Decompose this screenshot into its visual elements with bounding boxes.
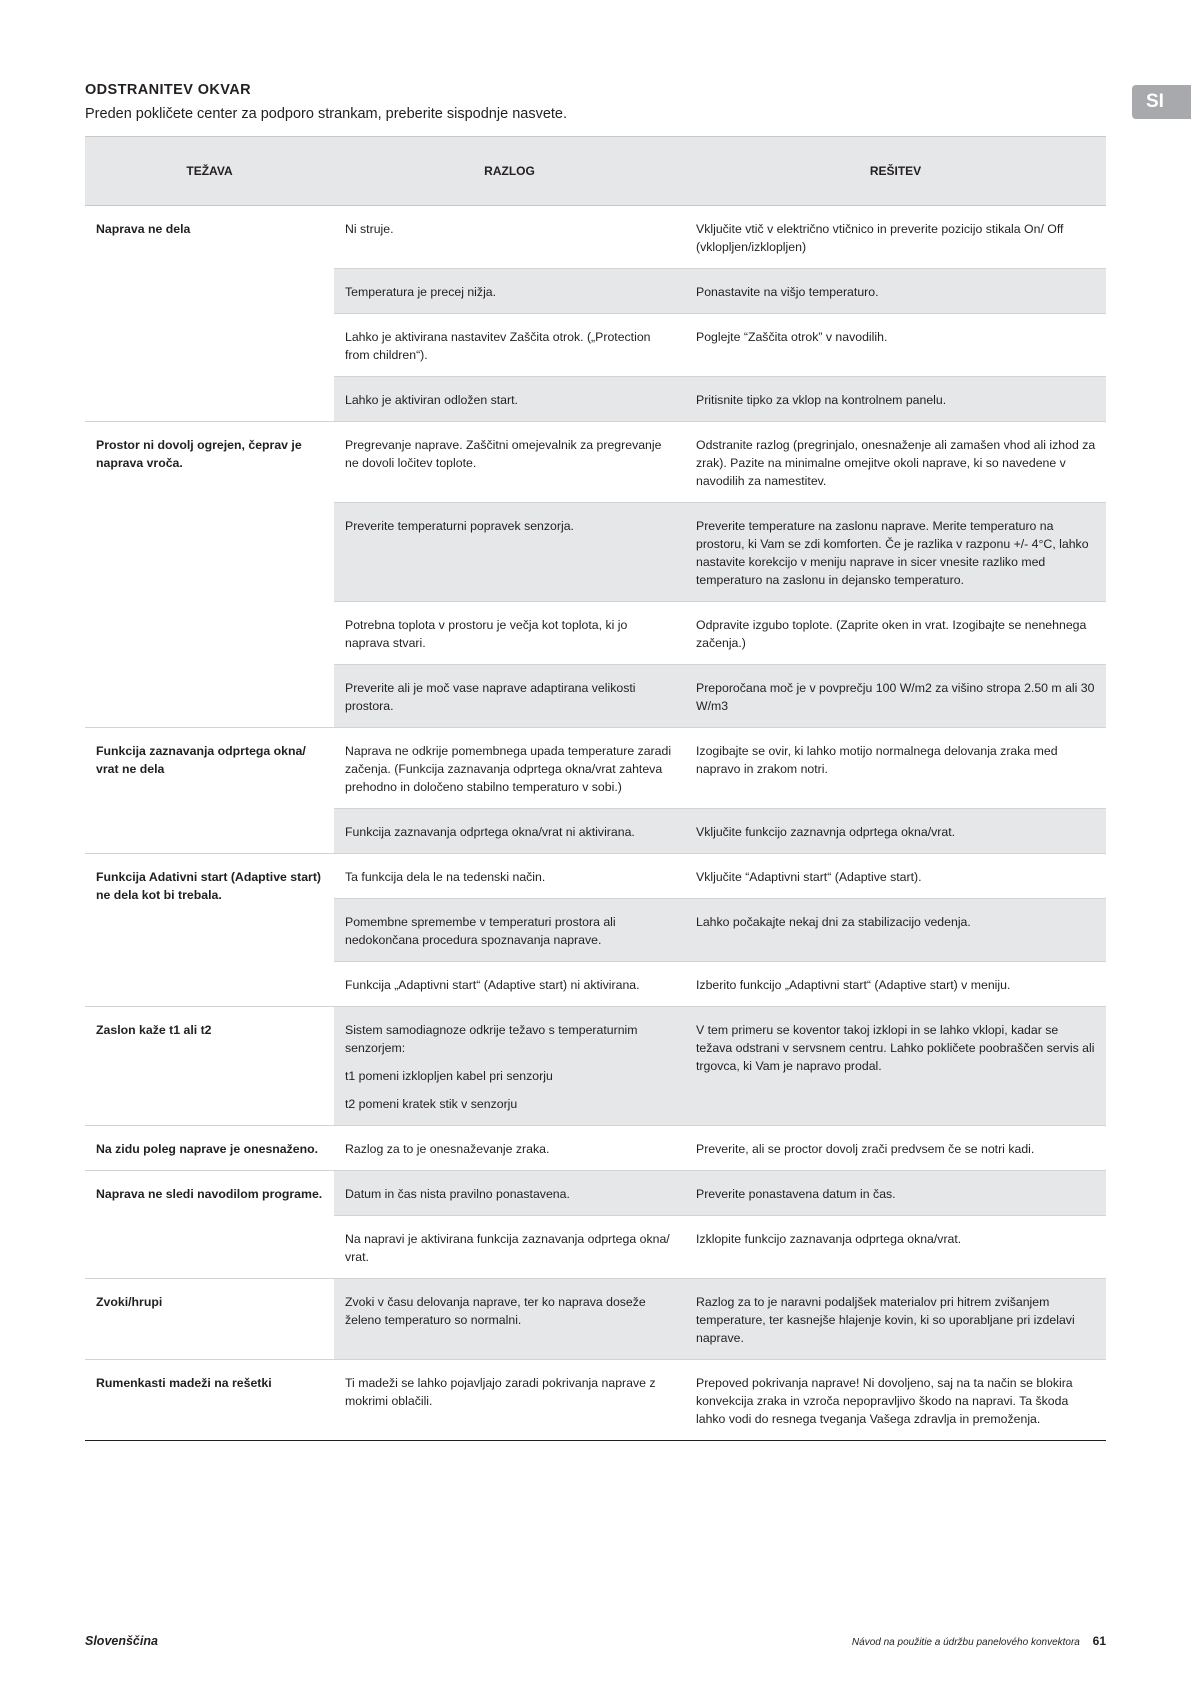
problem-cell: Na zidu poleg naprave je onesnaženo.: [85, 1126, 334, 1171]
table-row: [85, 1126, 1106, 1171]
cause-cell: [334, 1007, 685, 1126]
table-row: [85, 1171, 1106, 1216]
cause-cell: Funkcija zaznavanja odprtega okna/vrat ni aktivirana.: [334, 809, 685, 854]
problem-cell: Prostor ni dovolj ogrejen, čeprav je naprava vroča.: [85, 422, 334, 728]
solution-cell: Preporočana moč je v povprečju 100 W/m2 za višino stropa 2.50 m ali 30 W/m3: [685, 665, 1106, 728]
cause-cell: Datum in čas nista pravilno ponastavena.: [334, 1171, 685, 1216]
cause-cell: Na napravi je aktivirana funkcija zaznavanja odprtega okna/ vrat.: [334, 1216, 685, 1279]
footer-manual-title: [852, 1634, 1106, 1648]
cause-note: t1 pomeni izklopljen kabel pri senzorju: [345, 1069, 553, 1083]
cause-cell: Ta funkcija dela le na tedenski način.: [334, 854, 685, 899]
table-row: [85, 1279, 1106, 1360]
solution-cell: V tem primeru se koventor takoj izklopi in se lahko vklopi, kadar se težava odstrani v servsnem centru. Lahko pokličete poobraščen servis ali trgovca, ki Vam je napravo prodal.: [685, 1007, 1106, 1126]
cause-cell: Zvoki v času delovanja naprave, ter ko naprava doseže želeno temperaturo so normalni.: [334, 1279, 685, 1360]
table-header-row: [85, 137, 1106, 206]
footer-language: Slovenščina: [85, 1634, 158, 1648]
troubleshooting-table: [85, 136, 1106, 1441]
solution-cell: Ponastavite na višjo temperaturo.: [685, 269, 1106, 314]
solution-cell: Pritisnite tipko za vklop na kontrolnem panelu.: [685, 377, 1106, 422]
problem-cell: Naprava ne dela: [85, 206, 334, 422]
problem-cell: Funkcija zaznavanja odprtega okna/ vrat ne dela: [85, 728, 334, 854]
column-header-cause: RAZLOG: [334, 137, 685, 206]
problem-cell: Zvoki/hrupi: [85, 1279, 334, 1360]
solution-cell: Izogibajte se ovir, ki lahko motijo normalnega delovanja zraka med napravo in zrakom notri.: [685, 728, 1106, 809]
page-number: 61: [1092, 1634, 1106, 1648]
table-row: [85, 1360, 1106, 1441]
solution-cell: Preverite, ali se proctor dovolj zrači predvsem če se notri kadi.: [685, 1126, 1106, 1171]
footer-title-text: Návod na použitie a údržbu panelového konvektora: [851, 1637, 1080, 1648]
solution-cell: Lahko počakajte nekaj dni za stabilizacijo vedenja.: [685, 899, 1106, 962]
solution-cell: Vključite vtič v električno vtičnico in preverite pozicijo stikala On/ Off (vklopljen/izklopljen): [685, 206, 1106, 269]
language-tab: SI: [1132, 85, 1191, 119]
solution-cell: Razlog za to je naravni podaljšek materialov pri hitrem zvišanjem temperature, ter kasnejše hlajenje kovin, ki so uporabljane pri izdelavi naprave.: [685, 1279, 1106, 1360]
solution-cell: Preverite temperature na zaslonu naprave. Merite temperaturo na prostoru, ki Vam se zdi komforten. Če je razlika v razponu +/- 4°C, lahko nastavite korekcijo v meniju naprave in sicer vnesite razliko med temperaturo na zaslonu in dejansko temperaturo.: [685, 503, 1106, 602]
table-row: [85, 206, 1106, 269]
solution-cell: Izberito funkcijo „Adaptivni start“ (Adaptive start) v meniju.: [685, 962, 1106, 1007]
cause-cell: Pregrevanje naprave. Zaščitni omejevalnik za pregrevanje ne dovoli ločitev toplote.: [334, 422, 685, 503]
cause-cell: Razlog za to je onesnaževanje zraka.: [334, 1126, 685, 1171]
solution-cell: Odstranite razlog (pregrinjalo, onesnaženje ali zamašen vhod ali izhod za zrak). Pazite na minimalne omejitve okoli naprave, ki so navedene v navodilih za namestitev.: [685, 422, 1106, 503]
table-row: [85, 1007, 1106, 1126]
cause-cell: Lahko je aktivirana nastavitev Zaščita otrok. („Protection from children“).: [334, 314, 685, 377]
solution-cell: Odpravite izgubo toplote. (Zaprite oken in vrat. Izogibajte se nenehnega začenja.): [685, 602, 1106, 665]
solution-cell: Preverite ponastavena datum in čas.: [685, 1171, 1106, 1216]
cause-cell: Ni struje.: [334, 206, 685, 269]
cause-cell: Potrebna toplota v prostoru je večja kot toplota, ki jo naprava stvari.: [334, 602, 685, 665]
solution-cell: Izklopite funkcijo zaznavanja odprtega okna/vrat.: [685, 1216, 1106, 1279]
cause-cell: Funkcija „Adaptivni start“ (Adaptive start) ni aktivirana.: [334, 962, 685, 1007]
table-row: [85, 422, 1106, 503]
cause-cell: Naprava ne odkrije pomembnega upada temperature zaradi začenja. (Funkcija zaznavanja odprtega okna/vrat zahteva prehodno in določeno stabilno temperaturo v sobi.): [334, 728, 685, 809]
cause-cell: Preverite temperaturni popravek senzorja.: [334, 503, 685, 602]
problem-cell: Rumenkasti madeži na rešetki: [85, 1360, 334, 1441]
cause-text: Sistem samodiagnoze odkrije težavo s temperaturnim senzorjem:: [345, 1023, 638, 1055]
cause-note: t2 pomeni kratek stik v senzorju: [345, 1097, 518, 1111]
problem-cell: Zaslon kaže t1 ali t2: [85, 1007, 334, 1126]
section-heading: ODSTRANITEV OKVAR: [85, 82, 252, 98]
problem-cell: Funkcija Adativni start (Adaptive start) ne dela kot bi trebala.: [85, 854, 334, 1007]
solution-cell: Vključite “Adaptivni start“ (Adaptive start).: [685, 854, 1106, 899]
cause-cell: Preverite ali je moč vase naprave adaptirana velikosti prostora.: [334, 665, 685, 728]
intro-text: Preden pokličete center za podporo strankam, preberite sispodnje nasvete.: [85, 106, 568, 122]
table-row: [85, 728, 1106, 809]
solution-cell: Prepoved pokrivanja naprave! Ni dovoljeno, saj na ta način se blokira konvekcija zraka in vzroča nepopravljivo škodo na napravi. Ta škoda lahko vodi do resnega tveganja Vašega zdravlja in premoženja.: [685, 1360, 1106, 1441]
cause-cell: Pomembne spremembe v temperaturi prostora ali nedokončana procedura spoznavanja naprave.: [334, 899, 685, 962]
solution-cell: Poglejte “Zaščita otrok” v navodilih.: [685, 314, 1106, 377]
column-header-problem: TEŽAVA: [85, 137, 334, 206]
table-row: [85, 854, 1106, 899]
cause-cell: Lahko je aktiviran odložen start.: [334, 377, 685, 422]
cause-cell: Temperatura je precej nižja.: [334, 269, 685, 314]
problem-cell: Naprava ne sledi navodilom programe.: [85, 1171, 334, 1279]
solution-cell: Vključite funkcijo zaznavnja odprtega okna/vrat.: [685, 809, 1106, 854]
column-header-solution: REŠITEV: [685, 137, 1106, 206]
cause-cell: Ti madeži se lahko pojavljajo zaradi pokrivanja naprave z mokrimi oblačili.: [334, 1360, 685, 1441]
